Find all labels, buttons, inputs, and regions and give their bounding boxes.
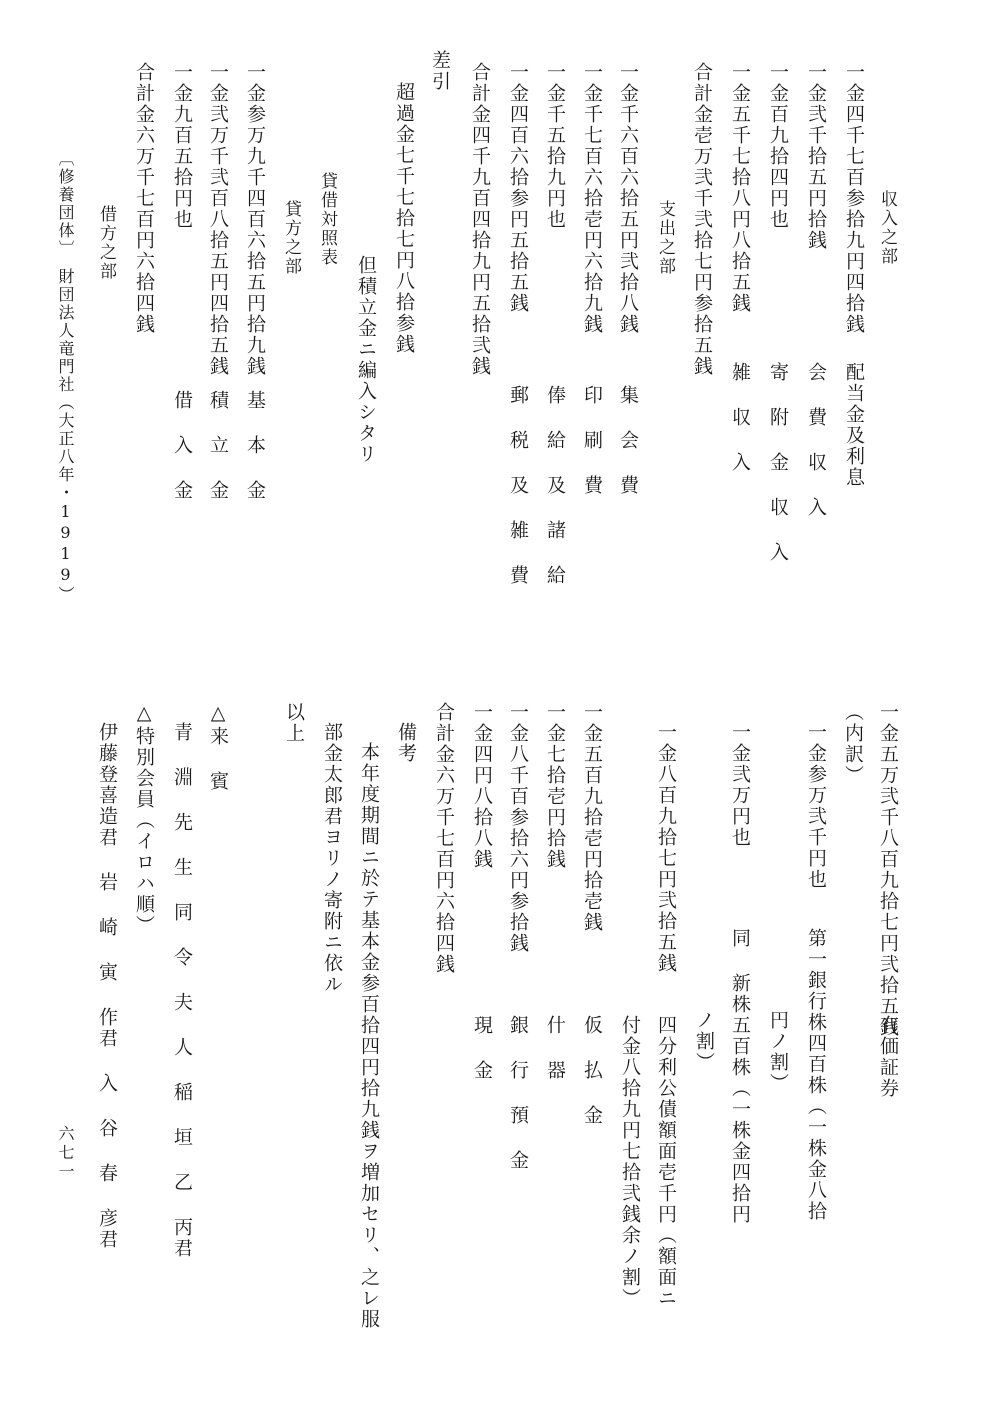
expense-item-4-amount: 一金四百六拾参円五拾五銭 xyxy=(507,62,529,314)
breakdown-2-amount: 一金弐万円也 xyxy=(729,722,751,848)
guests-heading: △来 賓 xyxy=(207,702,229,792)
surplus-amount: 超過金七千七拾七円八拾参銭 xyxy=(393,82,415,355)
credit-item-3-amount: 一金九百五拾円也 xyxy=(171,62,193,230)
breakdown-1-desc-cont: 円ノ割） xyxy=(767,1010,789,1094)
breakdown-1-amount: 一金参万弐千円也 xyxy=(805,722,827,890)
debit-item-2-amount: 一金七拾壱円拾銭 xyxy=(544,702,566,870)
expense-item-1-label: 集 会 費 xyxy=(617,385,639,496)
expense-item-4-label: 郵 税 及 雑 費 xyxy=(507,385,529,586)
income-item-3-label: 寄 附 金 収 入 xyxy=(767,362,789,563)
debit-item-4-amount: 一金四円八拾八銭 xyxy=(471,702,493,870)
breakdown-3-amount: 一金八百九拾七円弐拾五銭 xyxy=(655,722,677,974)
debit-item-3-amount: 一金八千百参拾六円参拾銭 xyxy=(507,702,529,954)
credit-item-2-label: 積 立 金 xyxy=(207,390,229,501)
credit-item-3-label: 借 入 金 xyxy=(171,390,193,501)
credit-item-2-amount: 一金弐万千弐百八拾五円四拾五銭 xyxy=(207,62,229,377)
remarks-heading: 備考 xyxy=(395,722,417,764)
income-item-1-amount: 一金四千七百参拾九円四拾銭 xyxy=(843,62,865,335)
breakdown-3-desc: 四分利公債額面壱千円（額面ニ xyxy=(655,1015,677,1309)
income-item-1-label: 配当金及利息 xyxy=(843,362,865,488)
expense-heading: 支出之部 xyxy=(655,200,675,276)
expense-total: 合計金四千九百四拾九円五拾弐銭 xyxy=(469,62,491,377)
breakdown-1-desc: 第一銀行株四百株（一株金八拾 xyxy=(805,928,827,1222)
page-number: 六七一 xyxy=(56,1125,75,1182)
expense-item-3-amount: 一金千五拾九円也 xyxy=(544,62,566,230)
breakdown-heading: （内訳） xyxy=(842,702,864,786)
balance-sheet-heading: 貸借対照表 xyxy=(317,172,337,267)
debit-item-1-amount: 一金五百九拾壱円拾壱銭 xyxy=(581,702,603,933)
income-item-4-amount: 一金五千七拾八円八拾五銭 xyxy=(729,62,751,314)
credit-item-1-amount: 一金参万九千四百六拾五円拾九銭 xyxy=(244,62,266,377)
breakdown-2-desc-cont: ノ割） xyxy=(693,1010,715,1073)
remarks-line-2: 部金太郎君ヨリノ寄附ニ依ル xyxy=(321,722,343,995)
expense-item-2-label: 印 刷 費 xyxy=(581,385,603,496)
special-members-heading: △特別会員（イロハ順） xyxy=(133,702,155,936)
breakdown-2-desc: 同 新株五百株（一株金四拾円 xyxy=(729,928,751,1225)
securities-amount: 一金五万弐千八百九拾七円弐拾五銭 xyxy=(877,702,899,1038)
credit-heading: 貸方之部 xyxy=(281,200,301,276)
securities-label: 有価証券 xyxy=(877,1015,899,1099)
debit-item-3-label: 銀 行 預 金 xyxy=(507,1015,529,1171)
debit-total: 合計金六万千七百円六拾四銭 xyxy=(433,702,455,975)
guests-list: 青 淵 先 生 同 令 夫 人 稲 垣 乙 丙君 xyxy=(171,722,193,1259)
expense-item-3-label: 俸 給 及 諸 給 xyxy=(544,385,566,586)
income-total: 合計金壱万弐千弐拾七円参拾五銭 xyxy=(691,62,713,377)
end-mark: 以上 xyxy=(283,702,305,744)
income-heading: 収入之部 xyxy=(877,190,897,266)
credit-item-1-label: 基 本 金 xyxy=(244,390,266,501)
debit-item-1-label: 仮 払 金 xyxy=(581,1015,603,1126)
credit-total: 合計金六万千七百円六拾四銭 xyxy=(133,62,155,335)
breakdown-3-desc-cont: 付金八拾九円七拾弐銭余ノ割） xyxy=(619,1015,641,1309)
special-members-list: 伊藤登喜造君 岩 崎 寅 作君 入 谷 春 彦君 xyxy=(96,722,118,1250)
surplus-note: 但積立金ニ編入シタリ xyxy=(355,255,377,465)
debit-item-4-label: 現 金 xyxy=(471,1015,493,1081)
running-head: 〔修養団体〕 財団法人竜門社（大正八年・1919） xyxy=(56,150,75,604)
expense-item-2-amount: 一金千七百六拾壱円六拾九銭 xyxy=(581,62,603,335)
debit-heading: 借方之部 xyxy=(96,205,116,281)
income-item-4-label: 雑 収 入 xyxy=(729,362,751,473)
remarks-line-1: 本年度期間ニ於テ基本金参百拾四円拾九銭ヲ増加セリ、之レ服 xyxy=(358,742,380,1330)
balance-heading: 差引 xyxy=(429,50,451,92)
expense-item-1-amount: 一金千六百六拾五円弐拾八銭 xyxy=(617,62,639,335)
income-item-3-amount: 一金百九拾四円也 xyxy=(767,62,789,230)
income-item-2-amount: 一金弐千拾五円拾銭 xyxy=(805,62,827,251)
income-item-2-label: 会 費 収 入 xyxy=(805,362,827,518)
debit-item-2-label: 什 器 xyxy=(544,1015,566,1081)
